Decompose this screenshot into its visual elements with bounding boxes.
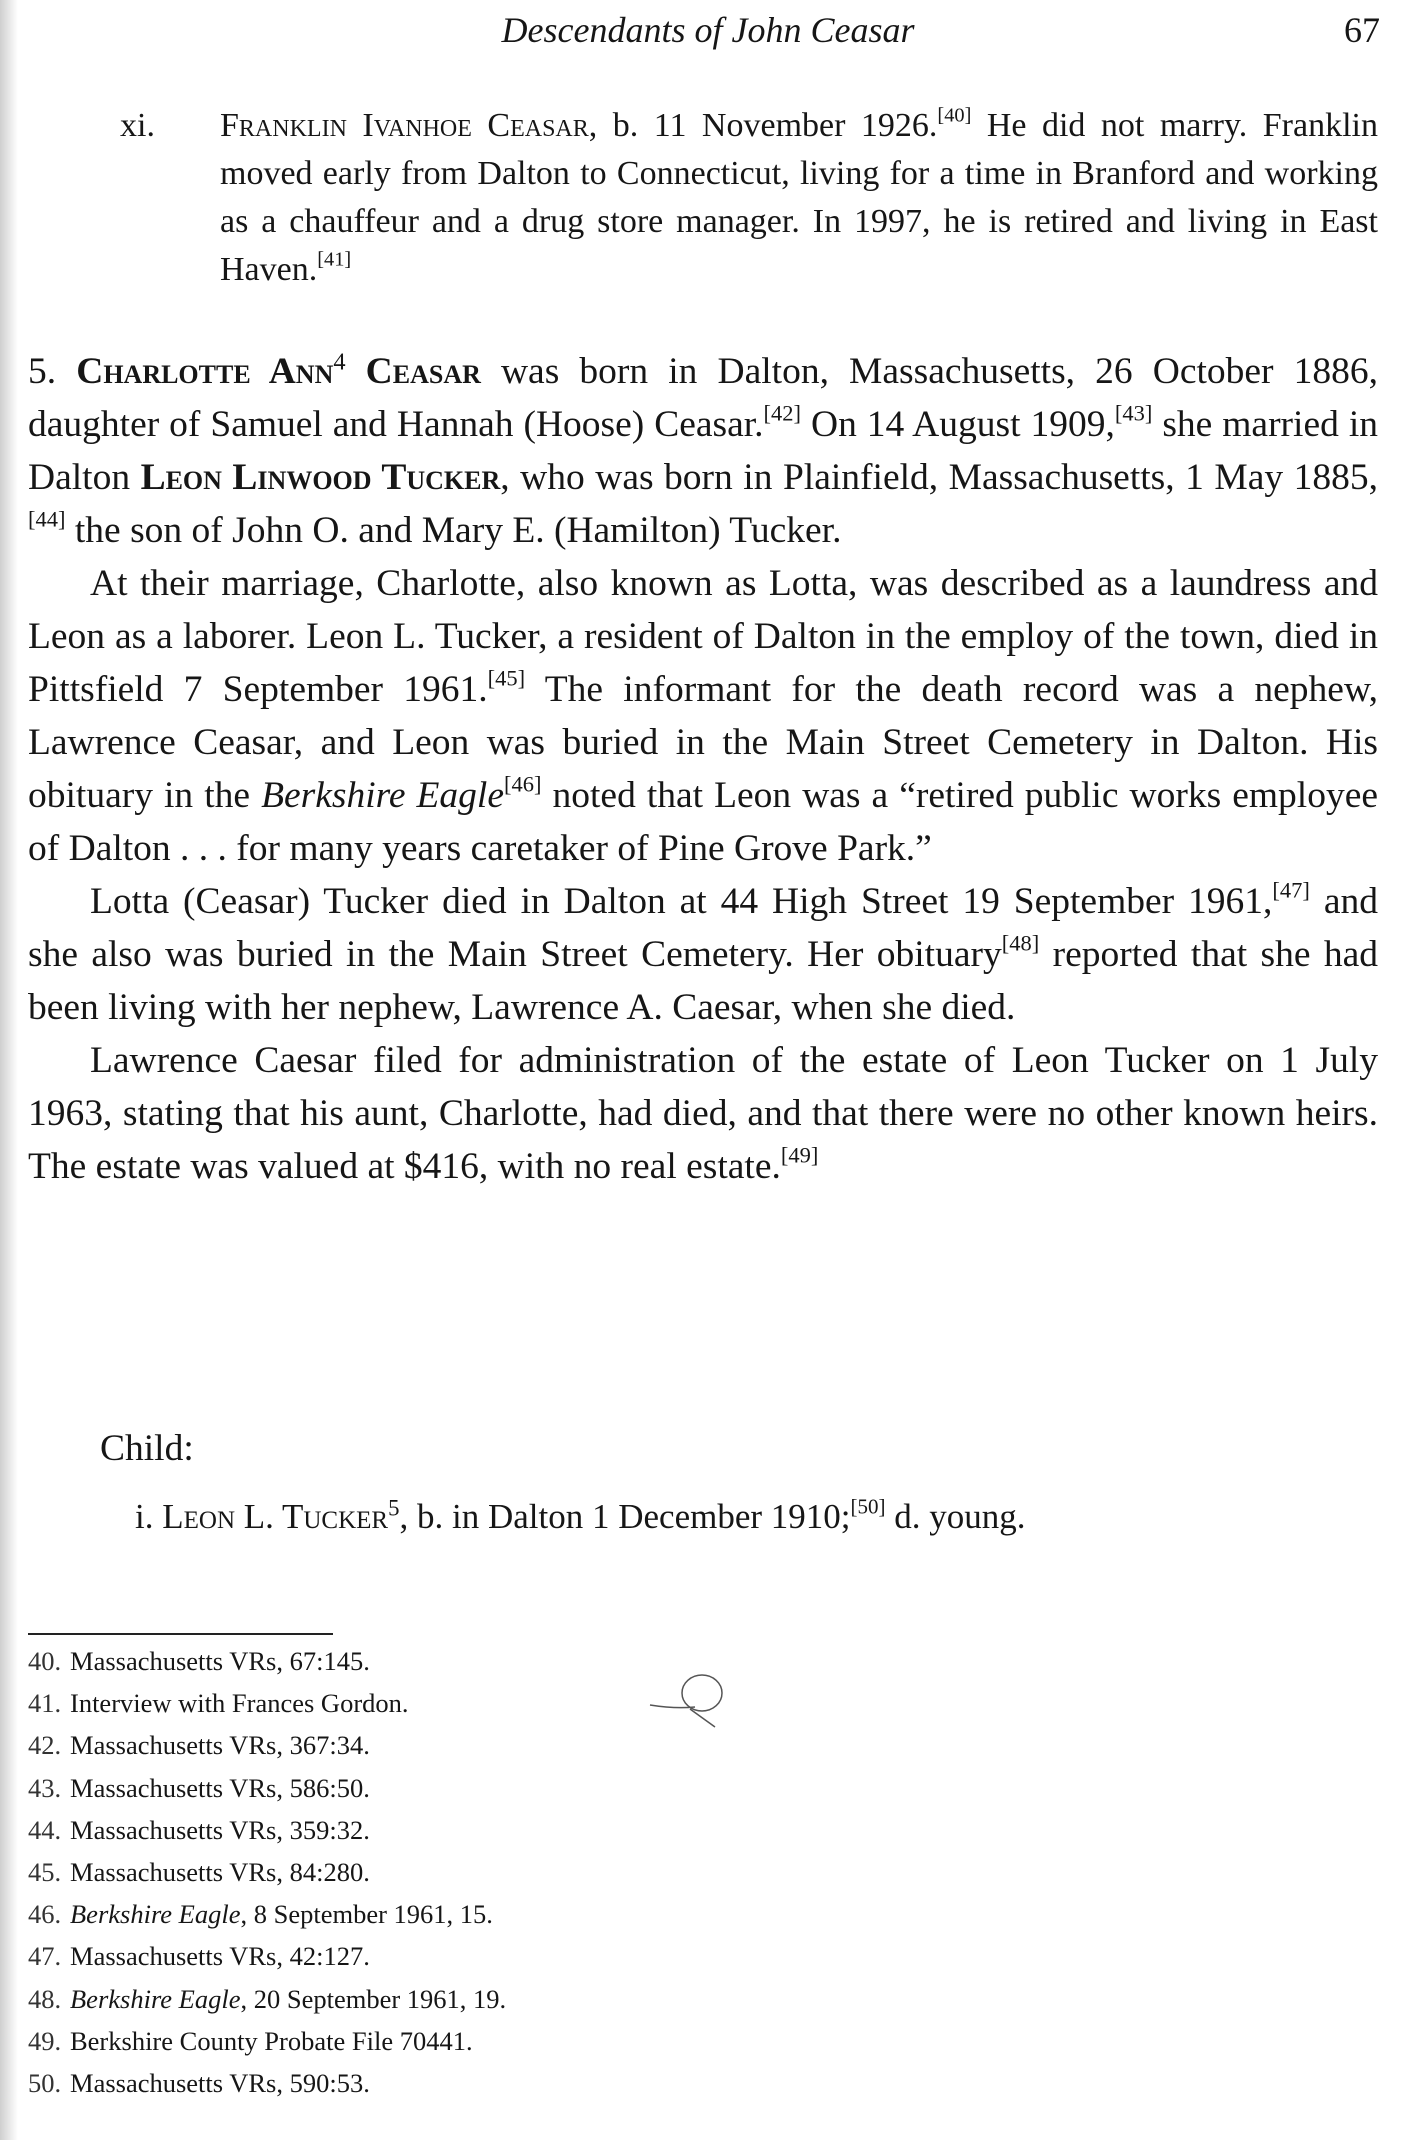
entry-text: , b. 11 November 1926.	[588, 107, 938, 144]
child-name: Leon L. Tucker	[162, 1497, 389, 1536]
child-number: i.	[135, 1497, 154, 1536]
footnote-text: Massachusetts VRs, 42:127.	[70, 1941, 370, 1972]
footnote	[28, 1851, 728, 1893]
footnote-ref: [40]	[937, 104, 972, 127]
footnote-text: Massachusetts VRs, 367:34.	[70, 1730, 370, 1761]
footnote	[28, 1767, 728, 1809]
footnote	[28, 1640, 728, 1682]
footnote-number: 50.	[28, 2068, 62, 2099]
text: the son of John O. and Mary E. (Hamilton) Tucker.	[65, 510, 842, 551]
publication-title: Berkshire Eagle	[70, 1983, 241, 2014]
footnote-ref: [42]	[763, 400, 802, 426]
footnote	[28, 1809, 728, 1851]
footnote-text: Berkshire County Probate File 70441.	[70, 2025, 473, 2056]
text: Lawrence Caesar filed for administration of the estate of Leon Tucker on 1 July 1963, stating that his aunt, Charlotte, had died, and that there were no other known heirs. The estate was valued at $416, with no real estate.	[28, 1040, 1378, 1187]
footnote	[28, 1978, 728, 2020]
footnote-text: Interview with Frances Gordon.	[70, 1688, 409, 1719]
child-heading: Child:	[100, 1428, 194, 1469]
page-number: 67	[1344, 10, 1380, 50]
footnote-text: Massachusetts VRs, 590:53.	[70, 2068, 370, 2099]
subject-name: Charlotte Ann	[76, 351, 334, 392]
footnote-ref: [50]	[850, 1494, 886, 1519]
text: reported that she had been living with her nephew, Lawrence A. Caesar, when she died.	[28, 934, 1379, 1028]
publication-title: Berkshire Eagle	[70, 1899, 241, 1930]
running-header	[0, 4, 1416, 64]
spouse-name: Leon Linwood Tucker	[140, 457, 501, 498]
page-edge-shadow	[0, 0, 18, 2140]
footnote	[28, 2062, 728, 2104]
footnote-ref: [41]	[317, 248, 352, 271]
footnote-number: 45.	[28, 1857, 62, 1888]
footnote-number: 46.	[28, 1899, 62, 1930]
footnote-ref: [45]	[487, 665, 526, 691]
footnote-text: Massachusetts VRs, 67:145.	[70, 1646, 370, 1676]
generation-number: 4	[333, 348, 346, 376]
footnote	[28, 1724, 728, 1766]
footnote	[28, 1682, 728, 1724]
footnote	[28, 1935, 728, 1977]
footnote-number: 42.	[28, 1730, 62, 1761]
footnote-number: 44.	[28, 1814, 62, 1845]
paragraph-4	[28, 1034, 1378, 1193]
paragraph-3	[28, 875, 1378, 1034]
entry-text: He did not marry. Franklin moved early from Dalton to Connecticut, living for a time in Branford and working as a chauffeur and a drug store manager. In 1997, he is retired and living in East Haven.	[220, 107, 1378, 288]
main-entry	[28, 345, 1378, 1193]
paragraph-2	[28, 557, 1378, 875]
footnote-ref: [44]	[28, 506, 66, 532]
entry-number: 5.	[28, 351, 57, 392]
publication-title: Berkshire Eagle	[261, 775, 504, 816]
text: she married in Dalton	[28, 404, 1378, 498]
footnotes	[28, 1640, 728, 2104]
footnote-text: Massachusetts VRs, 586:50.	[70, 1772, 370, 1803]
footnote-number: 40.	[28, 1646, 62, 1676]
footnote-text: , 20 September 1961, 19.	[240, 1983, 507, 2014]
footnote-ref: [48]	[1001, 930, 1040, 956]
footnote-ref: [46]	[503, 771, 542, 797]
footnote	[28, 1893, 728, 1935]
footnote	[28, 2020, 728, 2062]
footnote-ref: [43]	[1114, 400, 1153, 426]
entry-body	[220, 102, 1378, 294]
footnote-number: 49.	[28, 2025, 62, 2056]
child-entry	[135, 1490, 1026, 1543]
running-title: Descendants of John Ceasar	[501, 10, 915, 50]
text: , b. in Dalton 1 December 1910;	[399, 1497, 851, 1536]
text: Lotta (Ceasar) Tucker died in Dalton at 44 High Street 19 September 1961,	[90, 881, 1273, 922]
footnote-text: Massachusetts VRs, 359:32.	[70, 1814, 370, 1845]
generation-number: 5	[388, 1495, 400, 1521]
text: and she also was buried in the Main Street Cemetery. Her obituary	[28, 881, 1378, 975]
text: The informant for the death record was a nephew, Lawrence Ceasar, and Leon was buried in the Main Street Cemetery in Dalton. His obituary in the	[28, 669, 1378, 816]
footnote-number: 41.	[28, 1688, 62, 1719]
person-name: Franklin Ivanhoe Ceasar	[220, 107, 589, 144]
footnote-text: , 8 September 1961, 15.	[240, 1899, 493, 1930]
paragraph-1	[28, 345, 1378, 557]
text: , who was born in Plainfield, Massachusetts, 1 May 1885,	[500, 457, 1378, 498]
entry-number: xi.	[120, 107, 155, 144]
text: was born in Dalton, Massachusetts, 26 October 1886, daughter of Samuel and Hannah (Hoose) Ceasar.	[28, 351, 1379, 445]
text: At their marriage, Charlotte, also known as Lotta, was described as a laundress and Leon as a laborer. Leon L. Tucker, a resident of Dalton in the employ of the town, died in Pittsfield 7 September 1961.	[28, 563, 1378, 710]
subject-surname: Ceasar	[365, 351, 481, 392]
footnote-number: 43.	[28, 1772, 62, 1803]
entry-xi	[120, 102, 1378, 294]
footnote-text: Massachusetts VRs, 84:280.	[70, 1857, 370, 1888]
footnote-number: 47.	[28, 1941, 62, 1972]
text: noted that Leon was a “retired public works employee of Dalton . . . for many years caretaker of Pine Grove Park.”	[28, 775, 1378, 869]
footnote-number: 48.	[28, 1983, 62, 2014]
footnote-divider	[28, 1633, 333, 1635]
footnote-ref: [49]	[780, 1142, 819, 1168]
text: d. young.	[885, 1497, 1026, 1536]
footnote-ref: [47]	[1272, 877, 1310, 903]
text: On 14 August 1909,	[801, 404, 1115, 445]
